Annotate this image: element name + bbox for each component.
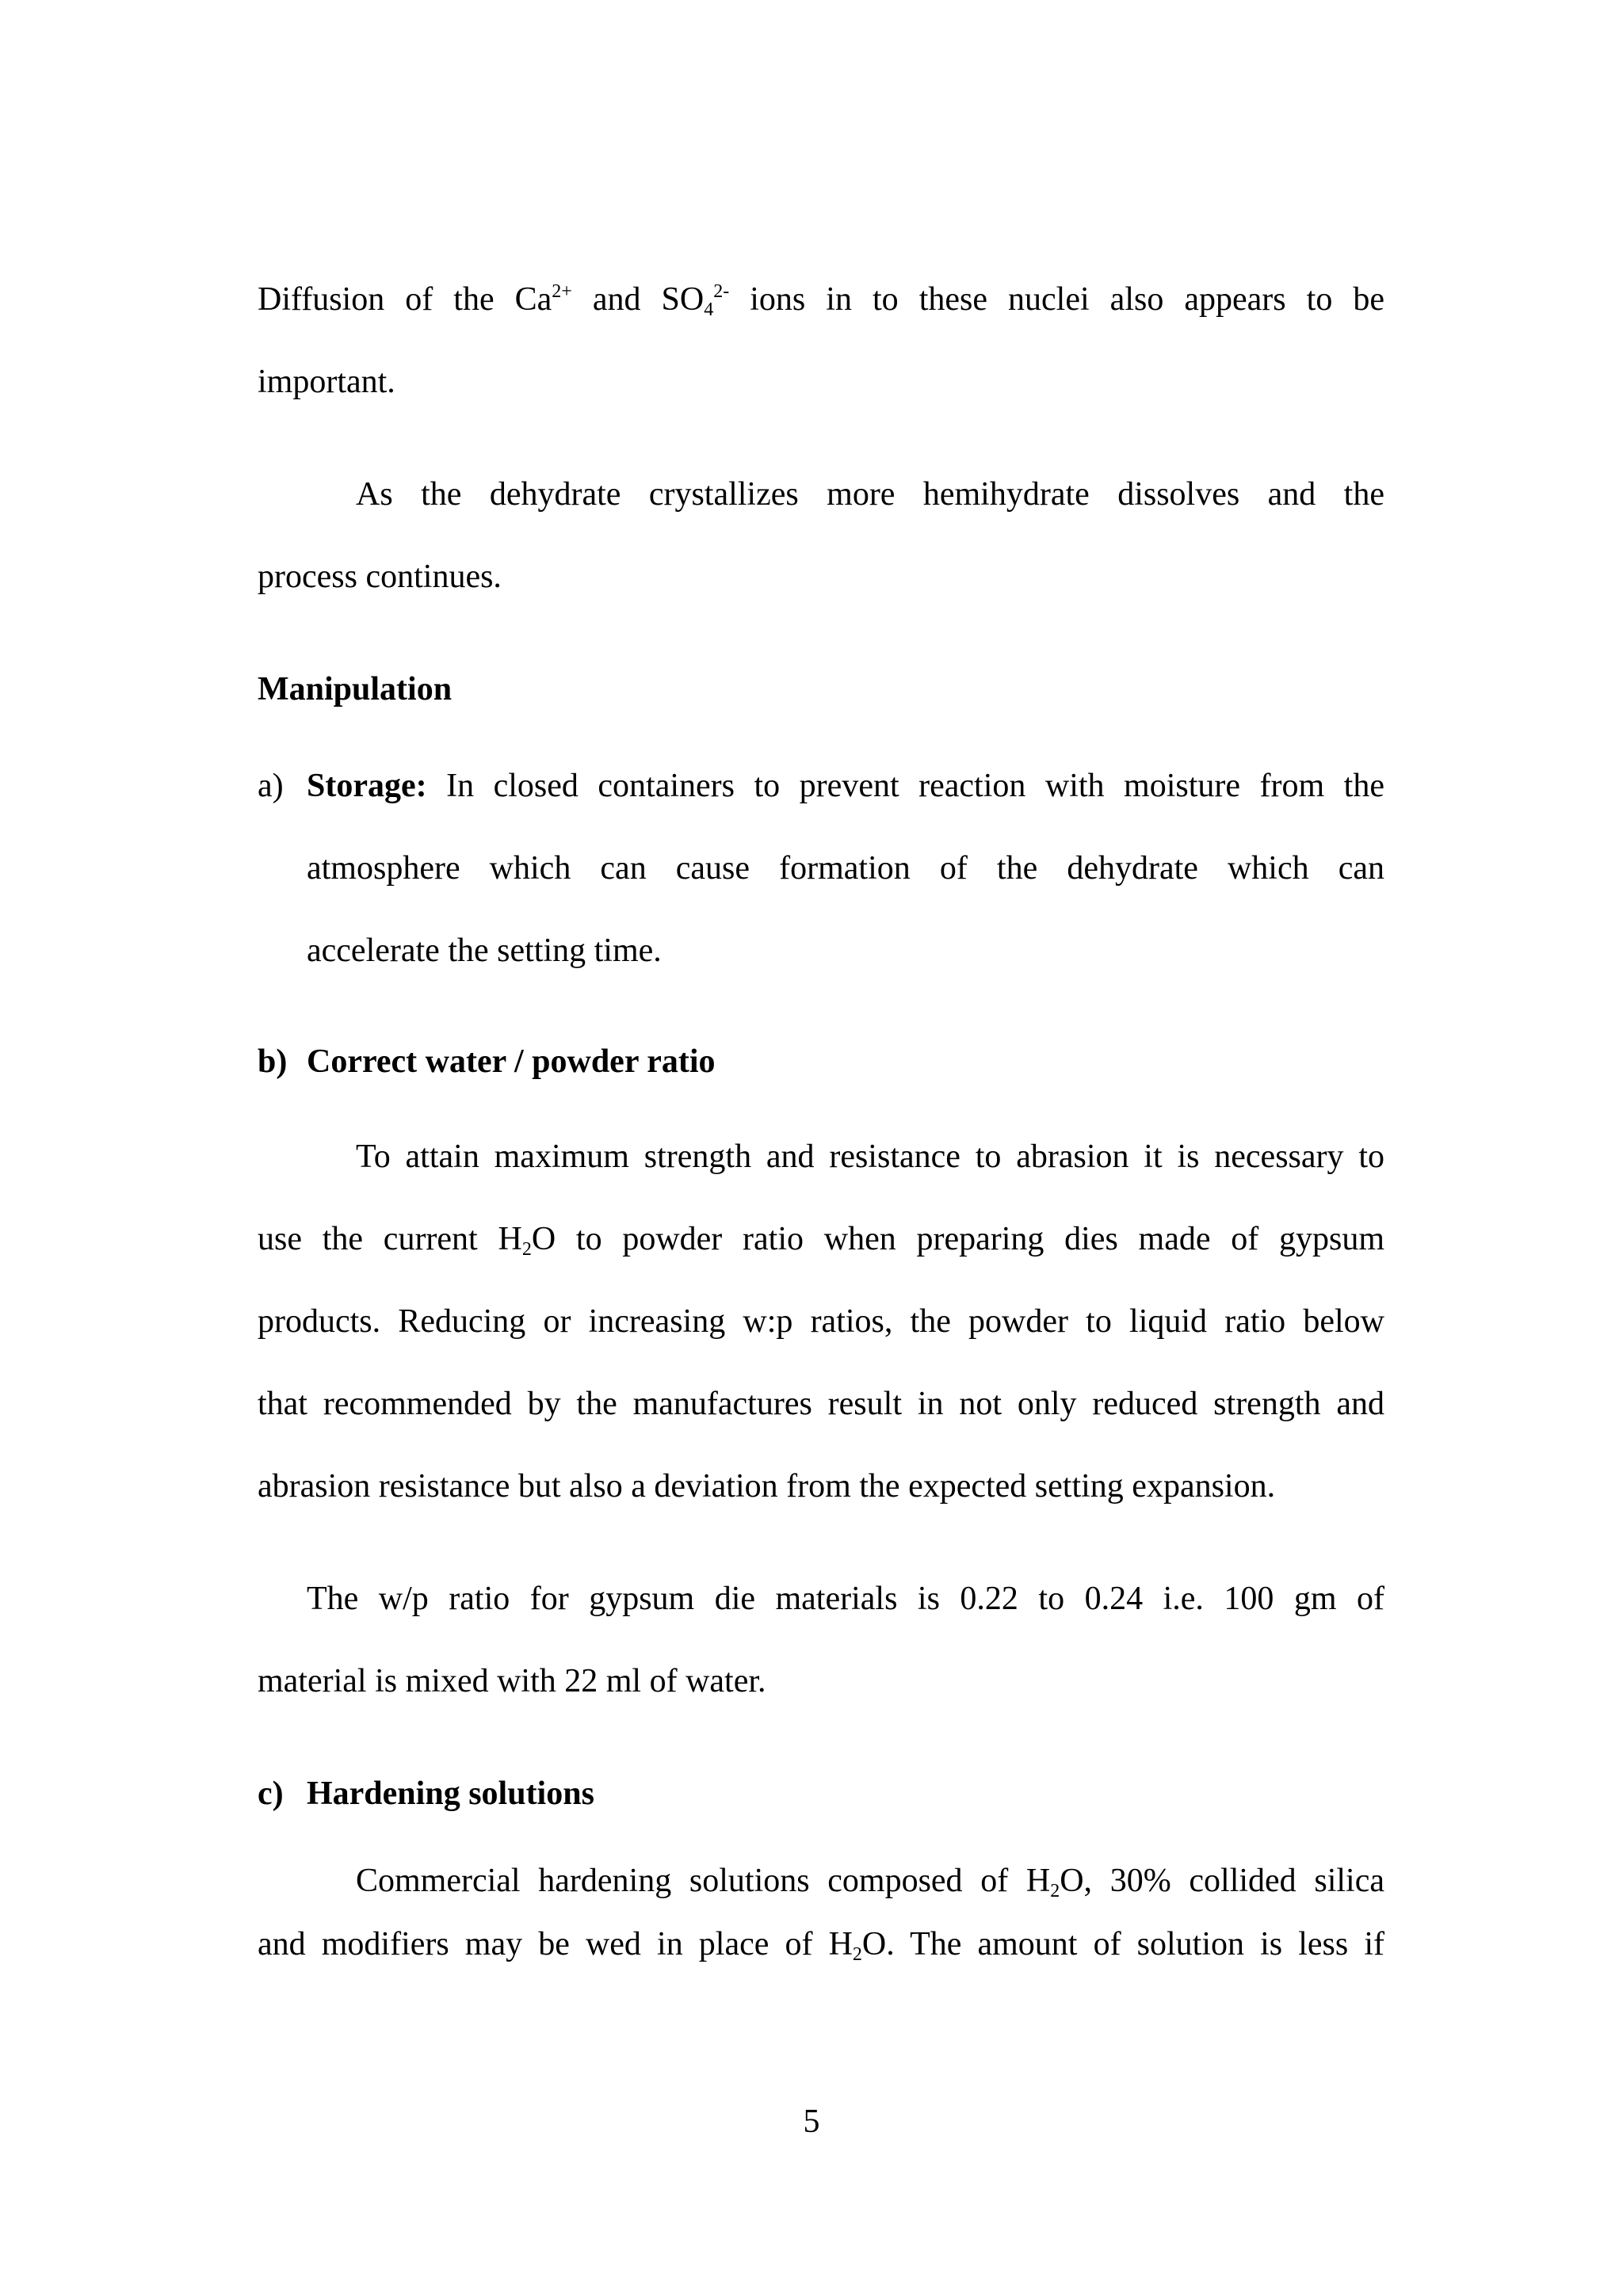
text-line: that recommended by the manufactures result in not only reduced strength and — [258, 1386, 1384, 1422]
subscript: 2 — [1050, 1881, 1060, 1901]
text-line — [258, 1753, 1384, 1835]
text-run: Commercial hardening solutions composed of H — [356, 1863, 1051, 1899]
text-line — [258, 745, 1384, 827]
text-line: To attain maximum strength and resistance to abrasion it is necessary to — [356, 1138, 1384, 1175]
paragraph-wp-ratio — [258, 1558, 1384, 1722]
subscript: 2 — [852, 1944, 862, 1965]
text-run: O, 30% collided silica — [1060, 1863, 1384, 1899]
text-line: material is mixed with 22 ml of water. — [258, 1663, 766, 1699]
text-line — [258, 1913, 1384, 1976]
text-run: and SO — [571, 281, 705, 318]
item-title: Hardening solutions — [307, 1775, 594, 1812]
text-line — [258, 1198, 1384, 1280]
item-storage — [258, 745, 1384, 992]
item-label: a) — [258, 768, 284, 804]
text-line: products. Reducing or increasing w:p ratios, the powder to liquid ratio below — [258, 1303, 1384, 1340]
text-line: process continues. — [258, 559, 502, 595]
paragraph-diffusion — [258, 258, 1384, 423]
section-heading — [258, 648, 1384, 730]
paragraph-water-powder — [258, 1116, 1384, 1527]
text-line: As the dehydrate crystallizes more hemihydrate dissolves and the — [356, 476, 1384, 513]
item-term: Storage: — [307, 768, 427, 804]
item-label: b) — [258, 1043, 288, 1080]
text-run: ions in to these nuclei also appears to be — [729, 281, 1384, 318]
text-line — [258, 1849, 1384, 1913]
item-water-powder-heading — [258, 1020, 1384, 1103]
text-line — [258, 258, 1384, 341]
subscript: 4 — [704, 299, 714, 320]
item-hardening-heading — [258, 1753, 1384, 1835]
text-line: accelerate the setting time. — [307, 933, 662, 969]
text-run: use the current H — [258, 1221, 522, 1257]
page-number: 5 — [803, 2103, 820, 2140]
text-run: In closed containers to prevent reaction with moisture from the — [426, 768, 1384, 804]
text-run: O to powder ratio when preparing dies made of gypsum — [531, 1221, 1384, 1257]
item-title: Correct water / powder ratio — [307, 1043, 716, 1080]
text-run: O. The amount of solution is less if — [861, 1926, 1384, 1962]
paragraph-dehydrate — [258, 453, 1384, 618]
paragraph-hardening — [258, 1849, 1384, 1976]
text-line — [258, 1020, 1384, 1103]
text-line: important. — [258, 364, 395, 400]
text-line: atmosphere which can cause formation of the dehydrate which can — [307, 850, 1384, 887]
text-run: Diffusion of the Ca — [258, 281, 552, 318]
text-run: and modifiers may be wed in place of H — [258, 1926, 853, 1962]
heading-manipulation: Manipulation — [258, 671, 453, 707]
item-label: c) — [258, 1775, 284, 1812]
subscript: 2 — [521, 1239, 532, 1260]
text-line: abrasion resistance but also a deviation from the expected setting expansion. — [258, 1468, 1276, 1505]
superscript: 2- — [713, 281, 730, 302]
text-line: The w/p ratio for gypsum die materials is 0.22 to 0.24 i.e. 100 gm of — [307, 1581, 1384, 1617]
superscript: 2+ — [552, 281, 572, 302]
